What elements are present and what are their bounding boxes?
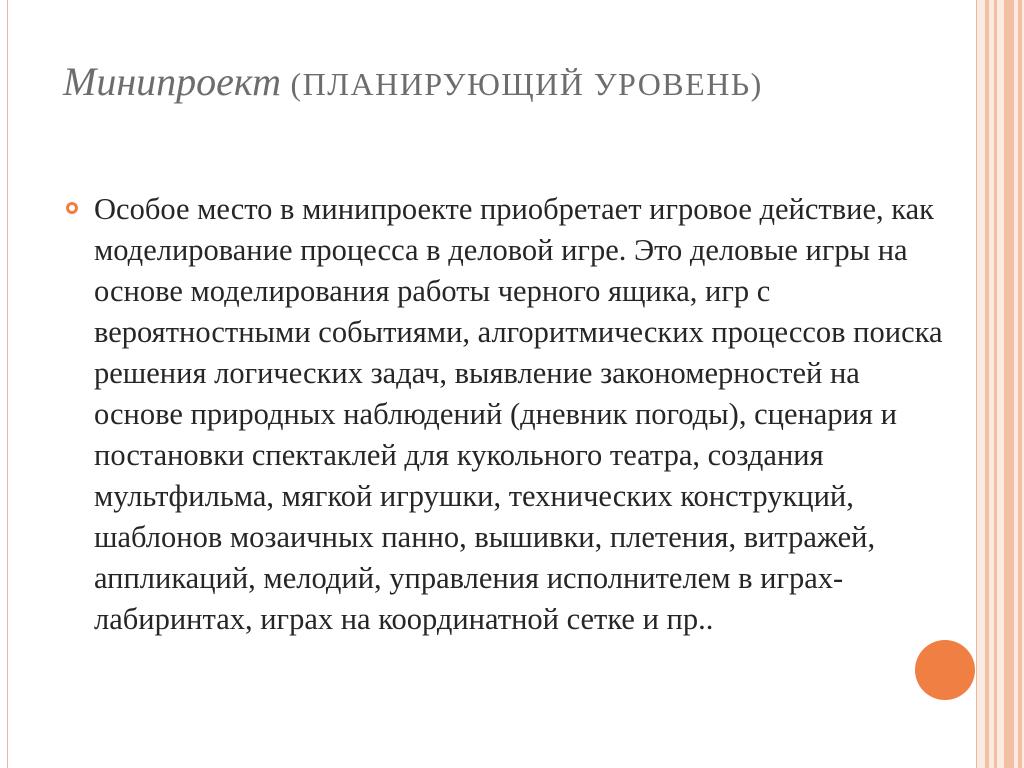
bullet-text: Особое место в минипроекте приобретает игровое действие, как моделирование процесса в деловой игре. Это деловые игры на основе моделирования работы черного ящика, игр с вероятностными событиями, алгоритмических процессов поиска решения логических задач, выявление закономерностей на основе природных наблюдений (дневник погоды), сценария и постановки спектаклей для кукольного театра, создания мультфильма, мягкой игрушки, технических конструкций, шаблонов мозаичных панно, вышивки, плетения, витражей, аппликаций, мелодий, управления исполнителем в играх-лабиринтах, играх на координатной сетке и пр..: [94, 192, 943, 636]
decorative-circle: [915, 640, 975, 700]
bullet-ring-icon: [66, 202, 78, 214]
slide-title-italic: Минипроект: [63, 59, 281, 104]
decorative-stripe: [1004, 0, 1014, 768]
slide-title-rest: (ПЛАНИРУЮЩИЙ УРОВЕНЬ): [290, 66, 763, 102]
decorative-stripe: [985, 0, 989, 768]
slide-title: [63, 56, 903, 110]
decorative-stripe: [1018, 0, 1022, 768]
decorative-stripe: [994, 0, 997, 768]
bullet-list: [60, 189, 950, 640]
